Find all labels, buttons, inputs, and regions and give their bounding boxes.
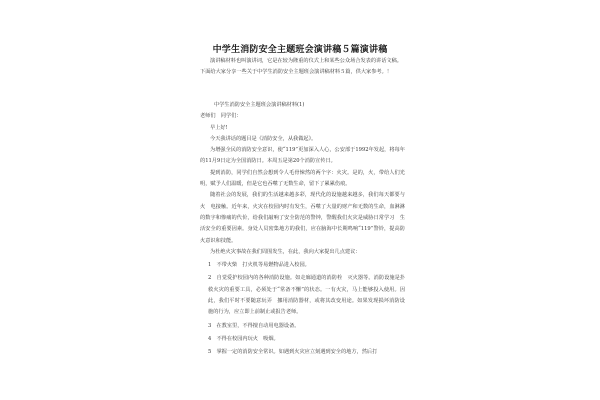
section-heading: 中学生消防安全主题班会演讲稿材料(1) bbox=[214, 102, 305, 108]
intro-paragraph: 演讲稿材料也叫演讲词，它是在较为隆重的仪式上和某些公众场合发表的讲话文稿。下面给大家分享一些关于中学生消防安全主题班会演讲稿材料５篇，供大家参考。！ bbox=[200, 58, 402, 75]
body-paragraph: 为杜绝火灾事故在我们周围发生，在此，我向大家提出几点建议： bbox=[210, 248, 361, 255]
body-paragraph: 今天我讲话的题目是《消防安全，从我做起》。 bbox=[210, 135, 317, 142]
list-item: 2 自觉爱护校园内的各种消防设施。如走廊通道的消防栓 灭火器等。消防设施是扑救火灾的重要工具，必须处于“常备不懈”的状态。一有火灾，马上能够投入使用。因此，我们平时不要随意玩弄 挪用消防器材，或将其改变用途。如果发现损坏消防设施的行为，应立即上前制止或报告老师。 bbox=[208, 275, 405, 316]
body-paragraph: 老师们 同学们： bbox=[200, 113, 242, 120]
body-paragraph: 为增强全民的消防安全意识，使“119”更加深入人心，公安部于1992年发起，将每年的11月9日定为全国消防日。本周五是第20个消防宣传日。 bbox=[200, 147, 405, 165]
list-item: 1 不带火柴 打火机等易燃物品进入校园。 bbox=[208, 262, 310, 269]
body-paragraph: 提到消防，同学们自然会想到令人毛骨悚然的两个字：火灾。是的，火，带给人们光明，赋予人们温暖，但是它也吞噬了无数生命，留下了累累伤痕。 bbox=[200, 169, 405, 188]
body-paragraph: 早上好! bbox=[210, 124, 228, 131]
body-paragraph: 随着社会的发展，我们的生活越来越多彩，现代化的设施越来越多，我们每天都要与火 电接触。近年来，火灾在校园内时有发生，吞噬了大量的财产和无数的生命，血淋淋的数字和惨痛的代价，给我们敲响了安全防范的警钟，警醒我们火灾是威胁日常学习 生活安全的重要因素。身处人员密集地方的我们，应在脑海中长期鸣响“119”警铃，提高防火意识和技能。 bbox=[200, 192, 405, 244]
list-item: 5 掌握一定的消防安全常识。如遇到火灾应立刻遇到安全的地方，然后打 bbox=[208, 349, 378, 356]
speech-body bbox=[200, 100, 405, 359]
list-item: 4 不得在校园内玩火 吸烟。 bbox=[208, 335, 279, 342]
document-title: 中学生消防安全主题班会演讲稿５篇演讲稿 bbox=[212, 45, 388, 55]
list-item: 3 在教室里，不得擅自动用电器设备。 bbox=[208, 322, 300, 329]
intro-block bbox=[200, 56, 405, 78]
